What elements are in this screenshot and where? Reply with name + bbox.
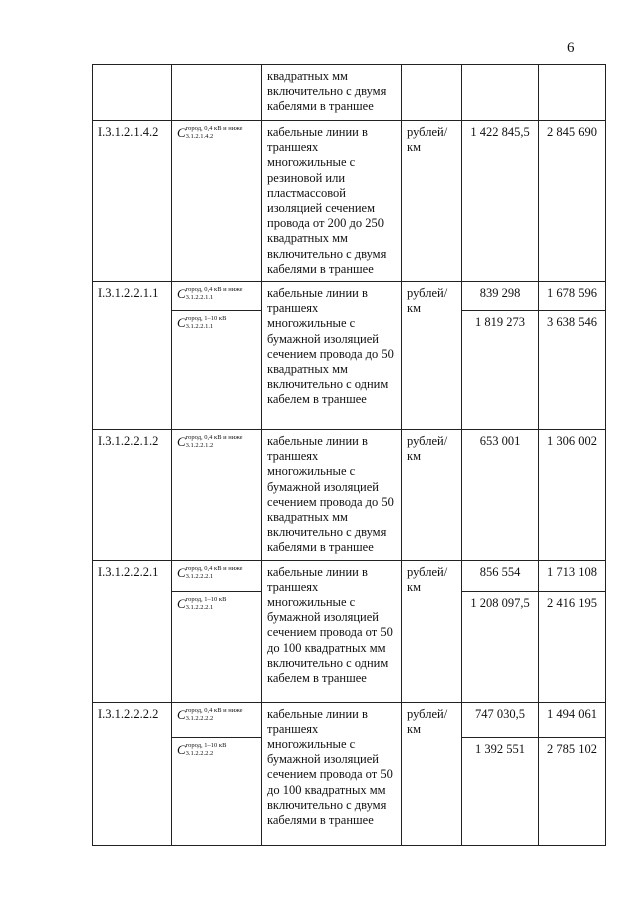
value-1: 1 208 097,5 bbox=[462, 591, 539, 702]
value-1: 747 030,5 bbox=[462, 702, 539, 737]
value-2 bbox=[539, 65, 606, 121]
row-description: кабельные линии в траншеях многожильные с бумажной изоляцией сечением провода от 50 до 100 квадратных мм включительно с одним кабелем в траншее bbox=[262, 560, 402, 702]
row-description: квадратных мм включительно с двумя кабелями в траншее bbox=[262, 65, 402, 121]
rate-subscript: 3.1.2.2.2.2 bbox=[185, 749, 214, 757]
rate-subscript: 3.1.2.2.2.1 bbox=[185, 603, 214, 611]
row-unit bbox=[402, 65, 462, 121]
value-2: 1 494 061 bbox=[539, 702, 606, 737]
value-2: 1 678 596 bbox=[539, 282, 606, 311]
value-1: 1 819 273 bbox=[462, 311, 539, 430]
value-2: 2 785 102 bbox=[539, 737, 606, 845]
rate-subscript: 3.1.2.1.4.2 bbox=[185, 133, 214, 140]
table-body bbox=[93, 65, 606, 846]
table-row bbox=[93, 282, 606, 311]
row-unit: рублей/км bbox=[402, 702, 462, 845]
page-number: 6 bbox=[567, 40, 575, 56]
rate-letter: C bbox=[177, 434, 186, 450]
row-description: кабельные линии в траншеях многожильные с бумажной изоляцией сечением провода до 50 квадратных мм включительно с одним кабелем в траншее bbox=[262, 282, 402, 430]
rate-symbol bbox=[172, 121, 262, 282]
rate-superscript: город, 1–10 кВ bbox=[185, 595, 227, 603]
row-unit: рублей/км bbox=[402, 560, 462, 702]
value-1: 856 554 bbox=[462, 560, 539, 591]
value-1: 1 422 845,5 bbox=[462, 121, 539, 282]
rate-letter: C bbox=[177, 741, 186, 757]
rate-subscript: 3.1.2.2.1.2 bbox=[185, 442, 214, 450]
rate-symbol bbox=[172, 591, 262, 702]
rate-letter: C bbox=[177, 315, 186, 331]
table-row bbox=[93, 702, 606, 737]
table-row bbox=[93, 560, 606, 591]
rate-subscript: 3.1.2.2.2.1 bbox=[185, 572, 214, 580]
rate-letter: C bbox=[177, 564, 186, 580]
tariff-table bbox=[92, 64, 606, 846]
rate-superscript: город, 1–10 кВ bbox=[185, 741, 227, 749]
value-1: 1 392 551 bbox=[462, 737, 539, 845]
rate-symbol bbox=[172, 737, 262, 845]
rate-letter: C bbox=[177, 286, 186, 302]
rate-letter: C bbox=[177, 706, 186, 722]
row-unit: рублей/км bbox=[402, 121, 462, 282]
rate-superscript: город, 0,4 кВ и ниже bbox=[185, 706, 243, 714]
rate-symbol bbox=[172, 702, 262, 737]
table-row bbox=[93, 121, 606, 282]
rate-superscript: город, 0,4 кВ и ниже bbox=[185, 434, 243, 442]
row-code: I.3.1.2.1.4.2 bbox=[93, 121, 172, 282]
rate-superscript: город, 0,4 кВ и ниже bbox=[185, 286, 243, 294]
rate-letter: C bbox=[177, 125, 186, 140]
value-1: 839 298 bbox=[462, 282, 539, 311]
rate-superscript: город, 0,4 кВ и ниже bbox=[185, 564, 243, 572]
row-description: кабельные линии в траншеях многожильные с бумажной изоляцией сечением провода от 50 до 100 квадратных мм включительно с двумя кабелями в траншее bbox=[262, 702, 402, 845]
value-2: 1 713 108 bbox=[539, 560, 606, 591]
rate-subscript: 3.1.2.2.1.1 bbox=[185, 294, 214, 302]
value-1 bbox=[462, 65, 539, 121]
rate-symbol bbox=[172, 430, 262, 561]
rate-letter: C bbox=[177, 595, 186, 611]
rate-subscript: 3.1.2.2.2.2 bbox=[185, 714, 214, 722]
value-2: 1 306 002 bbox=[539, 430, 606, 561]
rate-symbol bbox=[172, 65, 262, 121]
rate-subscript: 3.1.2.2.1.1 bbox=[185, 323, 214, 331]
row-code: I.3.1.2.2.2.2 bbox=[93, 702, 172, 845]
value-2: 3 638 546 bbox=[539, 311, 606, 430]
value-2: 2 845 690 bbox=[539, 121, 606, 282]
row-code: I.3.1.2.2.1.1 bbox=[93, 282, 172, 430]
rate-symbol bbox=[172, 311, 262, 430]
row-code: I.3.1.2.2.2.1 bbox=[93, 560, 172, 702]
rate-superscript: город, 1–10 кВ bbox=[185, 315, 227, 323]
value-2: 2 416 195 bbox=[539, 591, 606, 702]
row-unit: рублей/км bbox=[402, 430, 462, 561]
rate-superscript: город, 0,4 кВ и ниже bbox=[185, 125, 243, 132]
rate-symbol bbox=[172, 560, 262, 591]
rate-symbol bbox=[172, 282, 262, 311]
table-row bbox=[93, 65, 606, 121]
row-description: кабельные линии в траншеях многожильные с резиновой или пластмассовой изоляцией сечением провода от 200 до 250 квадратных мм включительно с двумя кабелями в траншее bbox=[262, 121, 402, 282]
row-description: кабельные линии в траншеях многожильные с бумажной изоляцией сечением провода до 50 квадратных мм включительно с двумя кабелями в траншее bbox=[262, 430, 402, 561]
table-row bbox=[93, 430, 606, 561]
value-1: 653 001 bbox=[462, 430, 539, 561]
row-unit: рублей/км bbox=[402, 282, 462, 430]
row-code: I.3.1.2.2.1.2 bbox=[93, 430, 172, 561]
row-code bbox=[93, 65, 172, 121]
